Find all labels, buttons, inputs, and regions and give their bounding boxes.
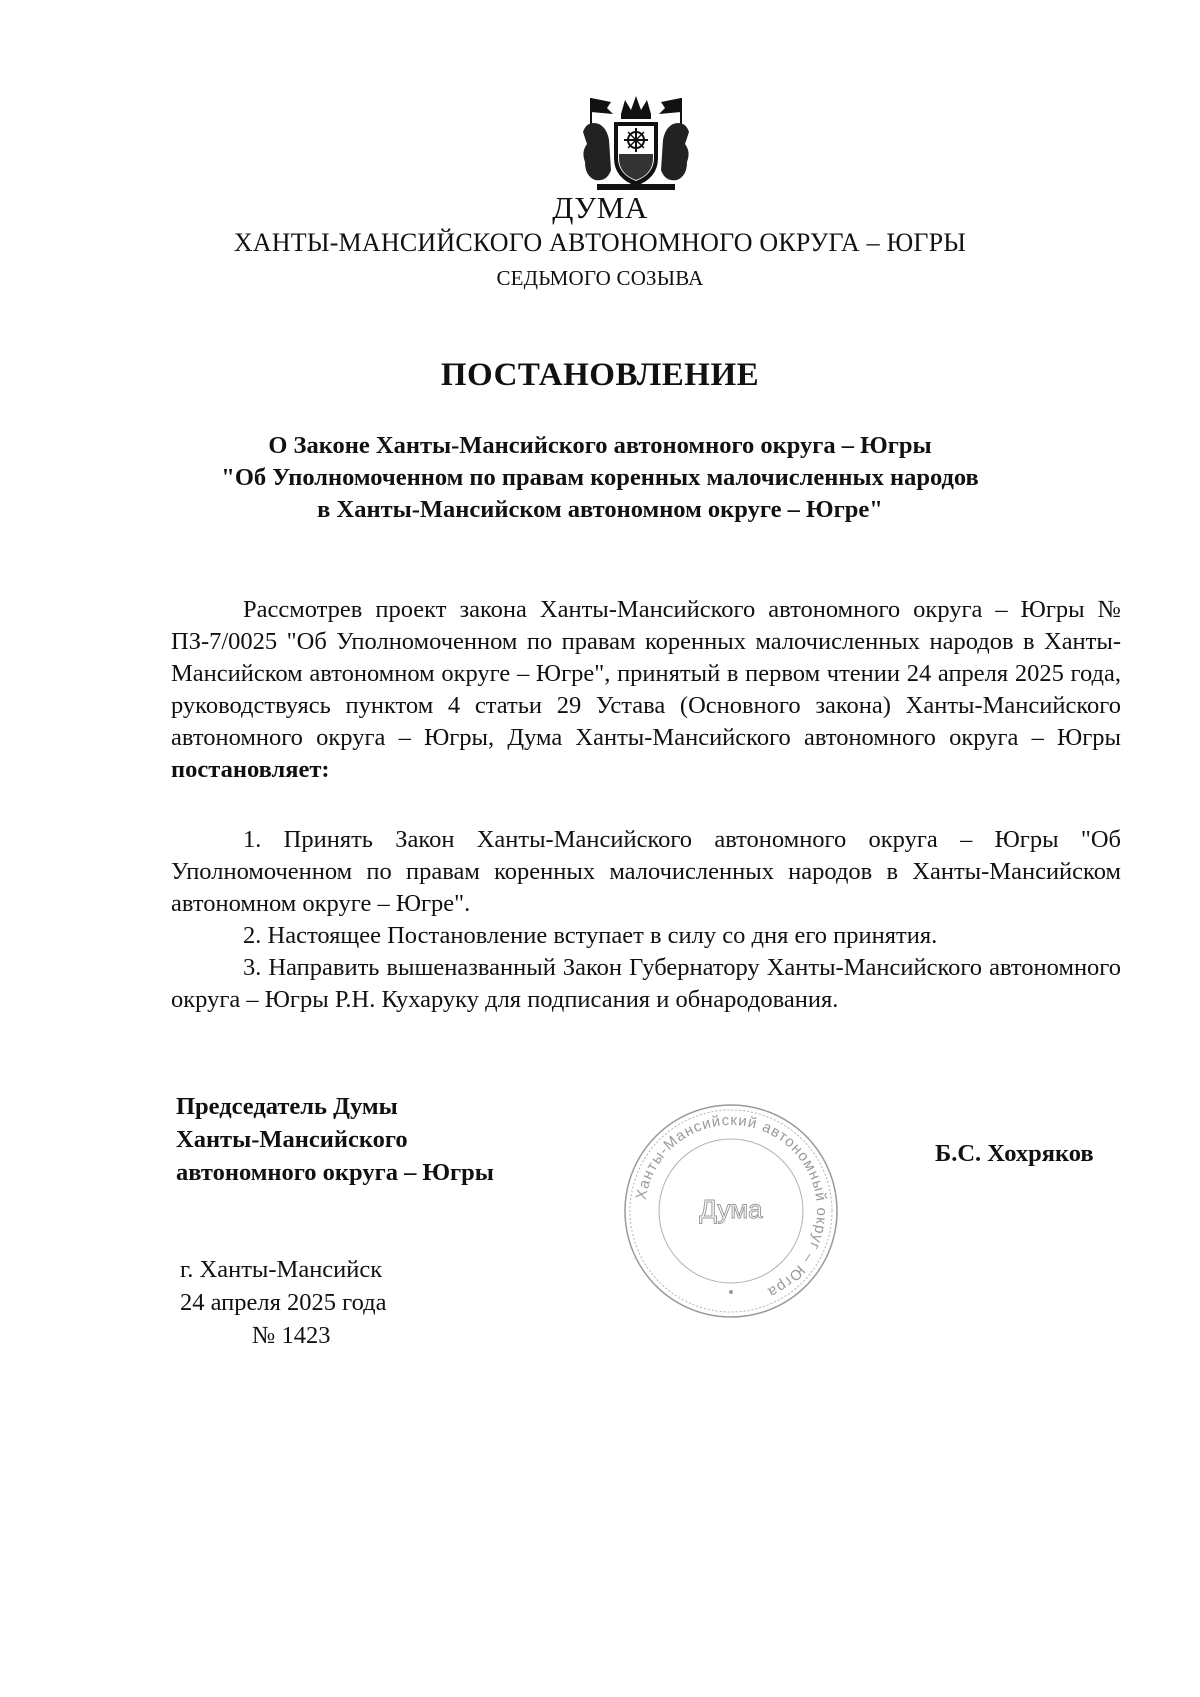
subject-line: в Ханты-Мансийском автономном округе – Югре"	[317, 496, 883, 523]
preamble-resolution: постановляет:	[171, 756, 330, 783]
preamble	[171, 594, 1121, 786]
list-item: 3. Направить вышеназванный Закон Губернатору Ханты-Мансийского автономного округа – Югры Р.Н. Кухаруку для подписания и обнародования.	[171, 954, 1121, 1013]
org-full-name: ХАНТЫ-МАНСИЙСКОГО АВТОНОМНОГО ОКРУГА – ЮГРЫ	[233, 228, 967, 257]
list-item: 2. Настоящее Постановление вступает в силу со дня его принятия.	[243, 922, 938, 949]
city: г. Ханты-Мансийск	[180, 1256, 383, 1283]
convocation: СЕДЬМОГО СОЗЫВА	[496, 266, 704, 290]
resolution-items	[171, 824, 1121, 1016]
seal-ring-text: Ханты-Мансийский автономный округ – Югра	[632, 1111, 831, 1302]
subject-line: О Законе Ханты-Мансийского автономного округа – Югры	[268, 432, 932, 459]
signatory-title-line: автономного округа – Югры	[176, 1159, 494, 1186]
org-name: ДУМА	[552, 190, 648, 225]
date: 24 апреля 2025 года	[180, 1289, 387, 1316]
seal-stamp	[620, 1100, 842, 1322]
signatory-title-line: Председатель Думы	[176, 1093, 398, 1120]
signatory-name: Б.С. Хохряков	[935, 1140, 1094, 1167]
signatory-title	[176, 1090, 494, 1189]
signatory-title-line: Ханты-Мансийского	[176, 1126, 408, 1153]
place-date-block	[180, 1253, 386, 1352]
seal-center-text: Дума	[699, 1194, 763, 1224]
preamble-text: Рассмотрев проект закона Ханты-Мансийского автономного округа – Югры № ПЗ-7/0025 "Об Уполномоченном по правам коренных малочисленных народов в Ханты-Мансийском автономном округе – Югре", принятый в первом чтении 24 апреля 2025 года, руководствуясь пунктом 4 статьи 29 Устава (Основного закона) Ханты-Мансийского автономного округа – Югры, Дума Ханты-Мансийского автономного округа – Югры	[171, 596, 1121, 751]
document-type: ПОСТАНОВЛЕНИЕ	[440, 357, 760, 393]
document-number: № 1423	[252, 1322, 331, 1349]
document-subject	[0, 430, 1200, 526]
subject-line: "Об Уполномоченном по правам коренных малочисленных народов	[221, 464, 979, 491]
list-item: 1. Принять Закон Ханты-Мансийского автономного округа – Югры "Об Уполномоченном по правам коренных малочисленных народов в Ханты-Мансийском автономном округе – Югре".	[171, 826, 1121, 917]
coat-of-arms-icon	[577, 92, 695, 194]
